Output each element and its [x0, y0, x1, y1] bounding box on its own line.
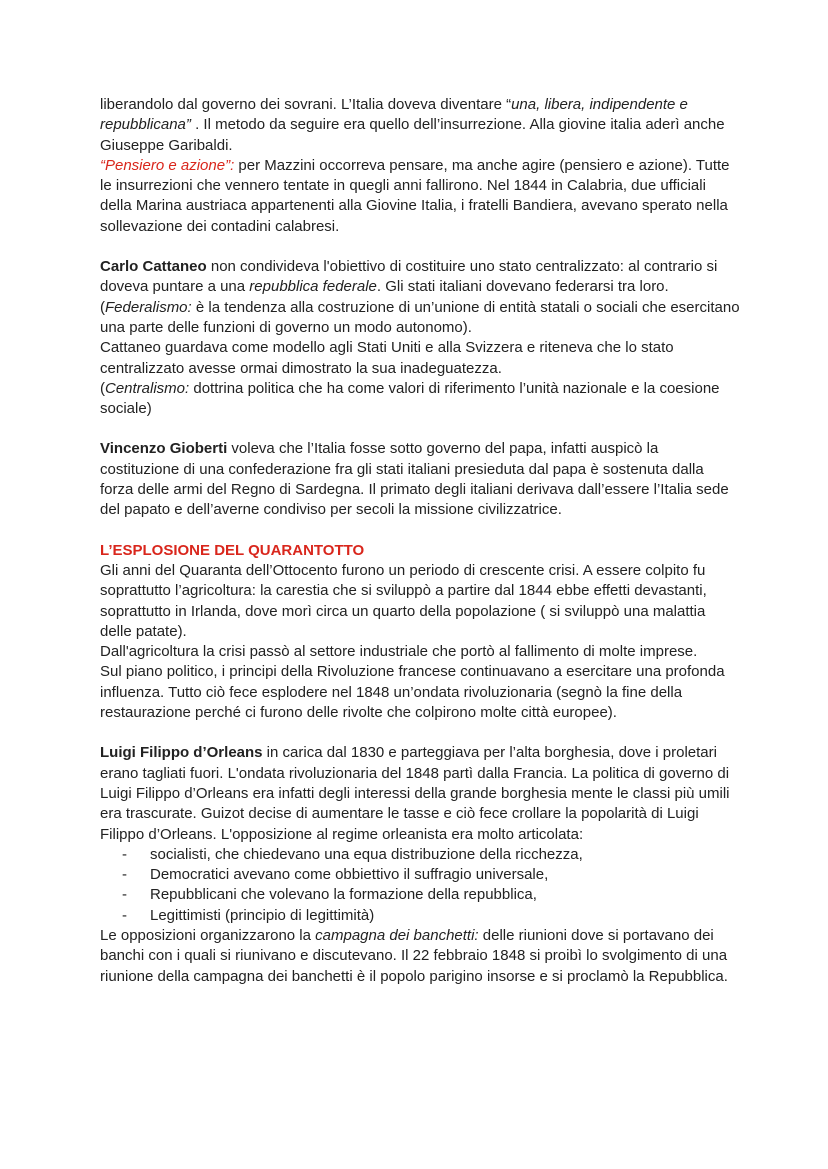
pensiero-azione-label: “Pensiero e azione”:: [100, 156, 235, 174]
document-page: [100, 95, 740, 987]
paragraph-crisi: Gli anni del Quaranta dell’Ottocento furono un periodo di crescente crisi. A essere colpito fu soprattutto l’agricoltura: la carestia che si sviluppò a partire dal 1844 ebbe effetti devastanti, soprattutto in Irlanda, dove morì circa un quarto della popolazione ( si sviluppò una malattia delle patate).: [100, 561, 707, 640]
paragraph-gioberti: Vincenzo Gioberti voleva che l’Italia fosse sotto governo del papa, infatti auspicò la costituzione di una confederazione fra gli stati italiani presieduta dal papa è sostenuta dalla forza delle armi del Regno di Sardegna. Il primato degli italiani derivava dall’essere l’Italia sede del papato e dell’averne condiviso per secoli la missione civilizzatrice.: [100, 440, 729, 519]
paragraph-piano-politico: Sul piano politico, i principi della Rivoluzione francese continuavano a esercitare una profonda influenza. Tutto ciò fece esplodere nel 1848 un’ondata rivoluzionaria (segnò la fine della restaurazione perché ci furono delle rivolte che colpirono molte città europee).: [100, 663, 725, 722]
list-item: - Repubblicani che volevano la formazione della repubblica,: [100, 885, 740, 905]
opposition-list: [100, 845, 740, 926]
luigi-filippo-name: Luigi Filippo d’Orleans: [100, 744, 263, 762]
list-item: - Democratici avevano come obbiettivo il suffragio universale,: [100, 865, 740, 885]
paragraph-agricoltura: Dall'agricoltura la crisi passò al settore industriale che portò al fallimento di molte imprese.: [100, 643, 698, 661]
paragraph-luigi-filippo: Luigi Filippo d’Orleans in carica dal 1830 e parteggiava per l’alta borghesia, dove i proletari erano tagliati fuori. L'ondata rivoluzionaria del 1848 partì dalla Francia. La politica di governo di Luigi Filippo d’Orleans era infatti degli interessi della grande borghesia mente le classi più umili era trascurate. Guizot decise di aumentare le tasse e ciò fece crollare la popolarità di Luigi Filippo d’Orleans. L'opposizione al regime orleanista era molto articolata:: [100, 744, 730, 843]
section-heading: L’ESPLOSIONE DEL QUARANTOTTO: [100, 541, 365, 559]
paragraph-cattaneo-modello: Cattaneo guardava come modello agli Stati Uniti e alla Svizzera e riteneva che lo stato centralizzato avesse ormai dimostrato la sua inadeguatezza.: [100, 339, 674, 377]
paragraph-centralismo: (Centralismo: dottrina politica che ha come valori di riferimento l’unità nazionale e la coesione sociale): [100, 379, 720, 418]
list-item: - socialisti, che chiedevano una equa distribuzione della ricchezza,: [100, 845, 740, 865]
paragraph-giovine-italia: liberandolo dal governo dei sovrani. L’Italia doveva diventare “una, libera, indipendente e repubblicana” . Il metodo da seguire era quello dell’insurrezione. Alla giovine italia aderì anche Giuseppe Garibaldi.: [100, 96, 725, 154]
motto-text: una, libera, indipendente e repubblicana”: [100, 96, 688, 134]
cattaneo-name: Carlo Cattaneo: [100, 258, 207, 276]
list-item: - Legittimisti (principio di legittimità): [100, 906, 740, 926]
paragraph-banchetti: Le opposizioni organizzarono la campagna dei banchetti: delle riunioni dove si portavano dei banchi con i quali si riunivano e discutevano. Il 22 febbraio 1848 si proibì lo svolgimento di una riunione della campagna dei banchetti è il popolo parigino insorse e si proclamò la Repubblica.: [100, 926, 728, 985]
paragraph-cattaneo: Carlo Cattaneo non condivideva l'obiettivo di costituire uno stato centralizzato: al contrario si doveva puntare a una repubblica federale. Gli stati italiani dovevano federarsi tra loro.: [100, 258, 718, 296]
gioberti-name: Vincenzo Gioberti: [100, 440, 228, 458]
paragraph-federalismo: (Federalismo: è la tendenza alla costruzione di un’unione di entità statali o sociali che esercitano una parte delle funzioni di governo un modo autonomo).: [100, 298, 740, 336]
paragraph-pensiero-azione: “Pensiero e azione”: per Mazzini occorreva pensare, ma anche agire (pensiero e azione). Tutte le insurrezioni che vennero tentate in quegli anni fallirono. Nel 1844 in Calabria, due ufficiali della Marina austriaca appartenenti alla Giovine Italia, i fratelli Bandiera, avevano sperato nella sollevazione dei contadini calabresi.: [100, 156, 730, 235]
